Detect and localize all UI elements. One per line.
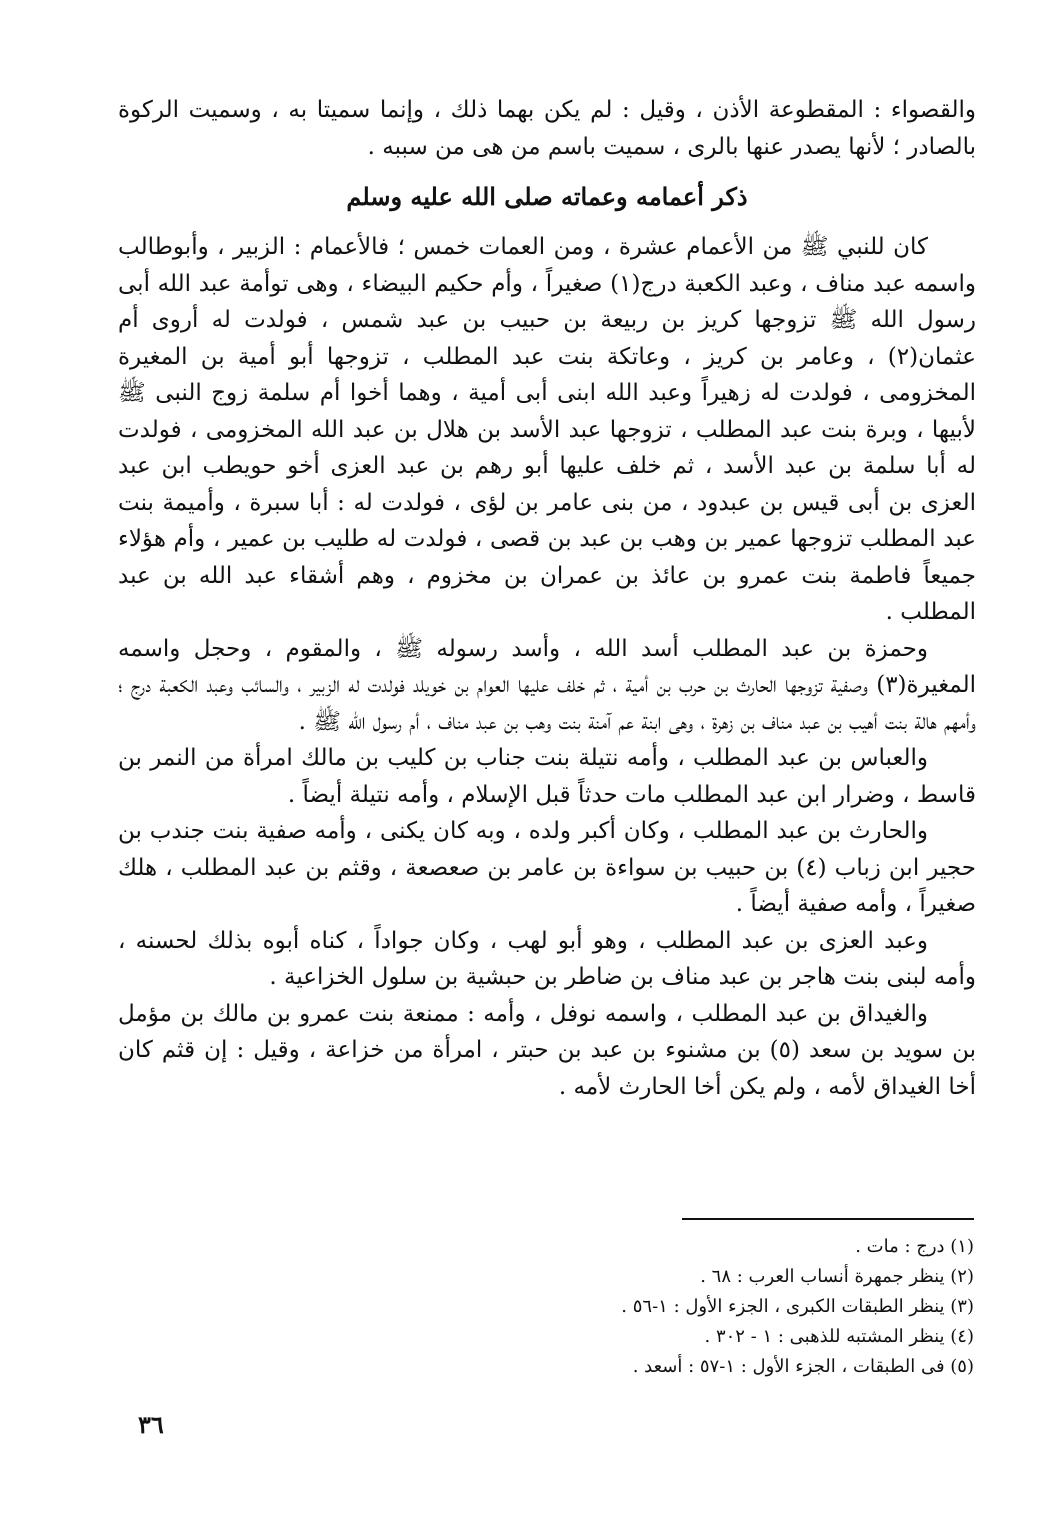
footnote-5: (٥) فى الطبقات ، الجزء الأول : ١-٥٧ : أسعد .	[632, 1356, 974, 1377]
continuation-line-2: لأنها يصدر عنها بالرى ، سميت باسم من هى من سببه .	[367, 133, 886, 160]
section-heading: ذكر أعمامه وعماته صلى الله عليه وسلم	[346, 182, 748, 211]
footnote-1: (١) درج : مات .	[855, 1236, 974, 1257]
continuation-paragraph	[118, 92, 976, 165]
continuation-line-1: والقصواء : المقطوعة الأذن ، وقيل : لم يكن بهما ذلك ، وإنما سميتا به ، وسميت الركوة بالصادر ؛	[118, 97, 976, 160]
paragraph-abbas: والعباس بن عبد المطلب ، وأمه نتيلة بنت جناب بن كليب بن مالك امرأة من النمر بن قاسط ، وضرار ابن عبد المطلب مات حدثاً قبل الإسلام ، وأمه نتيلة أيضاً .	[118, 745, 976, 808]
paragraph-harith: والحارث بن عبد المطلب ، وكان أكبر ولده ، وبه كان يكنى ، وأمه صفية بنت جندب بن حجير ابن زباب (٤) بن حبيب بن سواءة بن عامر بن صعصعة ، وقثم بن عبد المطلب ، هلك صغيراً ، وأمه صفية أيضاً .	[118, 818, 976, 917]
body-text	[118, 92, 976, 1105]
page-number: ٣٦	[138, 1410, 164, 1439]
paragraph-uncles-aunts: كان للنبي ﷺ من الأعمام عشرة ، ومن العمات خمس ؛ فالأعمام : الزبير ، وأبوطالب واسمه عبد مناف ، وعبد الكعبة درج(١) صغيراً ، وأم حكيم البيضاء ، وهى توأمة عبد الله أبى رسول الله ﷺ تزوجها كريز بن ربيعة بن حبيب بن عبد شمس ، فولدت له أروى أم عثمان(٢) ، وعامر بن كريز ، وعاتكة بنت عبد المطلب ، تزوجها أبو أمية بن المغيرة المخزومى ، فولدت له زهيراً وعبد الله ابنى أبى أمية ، وهما أخوا أم سلمة زوج النبى ﷺ لأبيها ، وبرة بنت عبد المطلب ، تزوجها عبد الأسد بن هلال بن عبد الله المخزومى ، فولدت له أبا سلمة بن عبد الأسد ، ثم خلف عليها أبو رهم بن عبد العزى أخو حويطب ابن عبد العزى بن أبى قيس بن عبدود ، من بنى عامر بن لؤى ، فولدت له : أبا سبرة ، وأميمة بنت عبد المطلب تزوجها عمير بن وهب بن عبد بن قصى ، فولدت له طليب بن عمير ، وأم هؤلاء جميعاً فاطمة بنت عمرو بن عائذ بن عمران بن مخزوم ، وهم أشقاء عبد الله بن عبد المطلب .	[118, 234, 976, 625]
footnote-divider	[682, 1218, 974, 1220]
paragraph-hamza: وحمزة بن عبد المطلب أسد الله ، وأسد رسوله ﷺ ، والمقوم ، وحجل واسمه المغيرة(٣) وصفية تزوجها الحارث بن حرب بن أمية ، ثم خلف عليها العوام بن خويلد فولدت له الزبير ، والسائب وعبد الكعبة درج ؛ وأمهم هالة بنت أهيب بن عبد مناف بن زهرة ، وهى ابنة عم آمنة بنت وهب بن عبد مناف ، أم رسول الله ﷺ .	[118, 635, 976, 735]
footnote-2: (٢) ينظر جمهرة أنساب العرب : ٦٨ .	[700, 1266, 974, 1287]
footnote-3: (٣) ينظر الطبقات الكبرى ، الجزء الأول : ١-٥٦ .	[621, 1296, 974, 1317]
footnote-4: (٤) ينظر المشتبه للذهبى : ١ - ٣٠٢ .	[704, 1326, 974, 1347]
paragraph-ghaydaq: والغيداق بن عبد المطلب ، واسمه نوفل ، وأمه : ممنعة بنت عمرو بن مالك بن مؤمل بن سويد بن سعد (٥) بن مشنوء بن عبد بن حبتر ، امرأة من خزاعة ، وقيل : إن قثم كان أخا الغيداق لأمه ، ولم يكن أخا الحارث لأمه .	[118, 1000, 976, 1100]
paragraph-abd-al-uzza: وعبد العزى بن عبد المطلب ، وهو أبو لهب ، وكان جواداً ، كناه أبوه بذلك لحسنه ، وأمه لبنى بنت هاجر بن عبد مناف بن ضاطر بن حبشية بن سلول الخزاعية .	[118, 927, 976, 990]
footnotes	[74, 1232, 974, 1382]
